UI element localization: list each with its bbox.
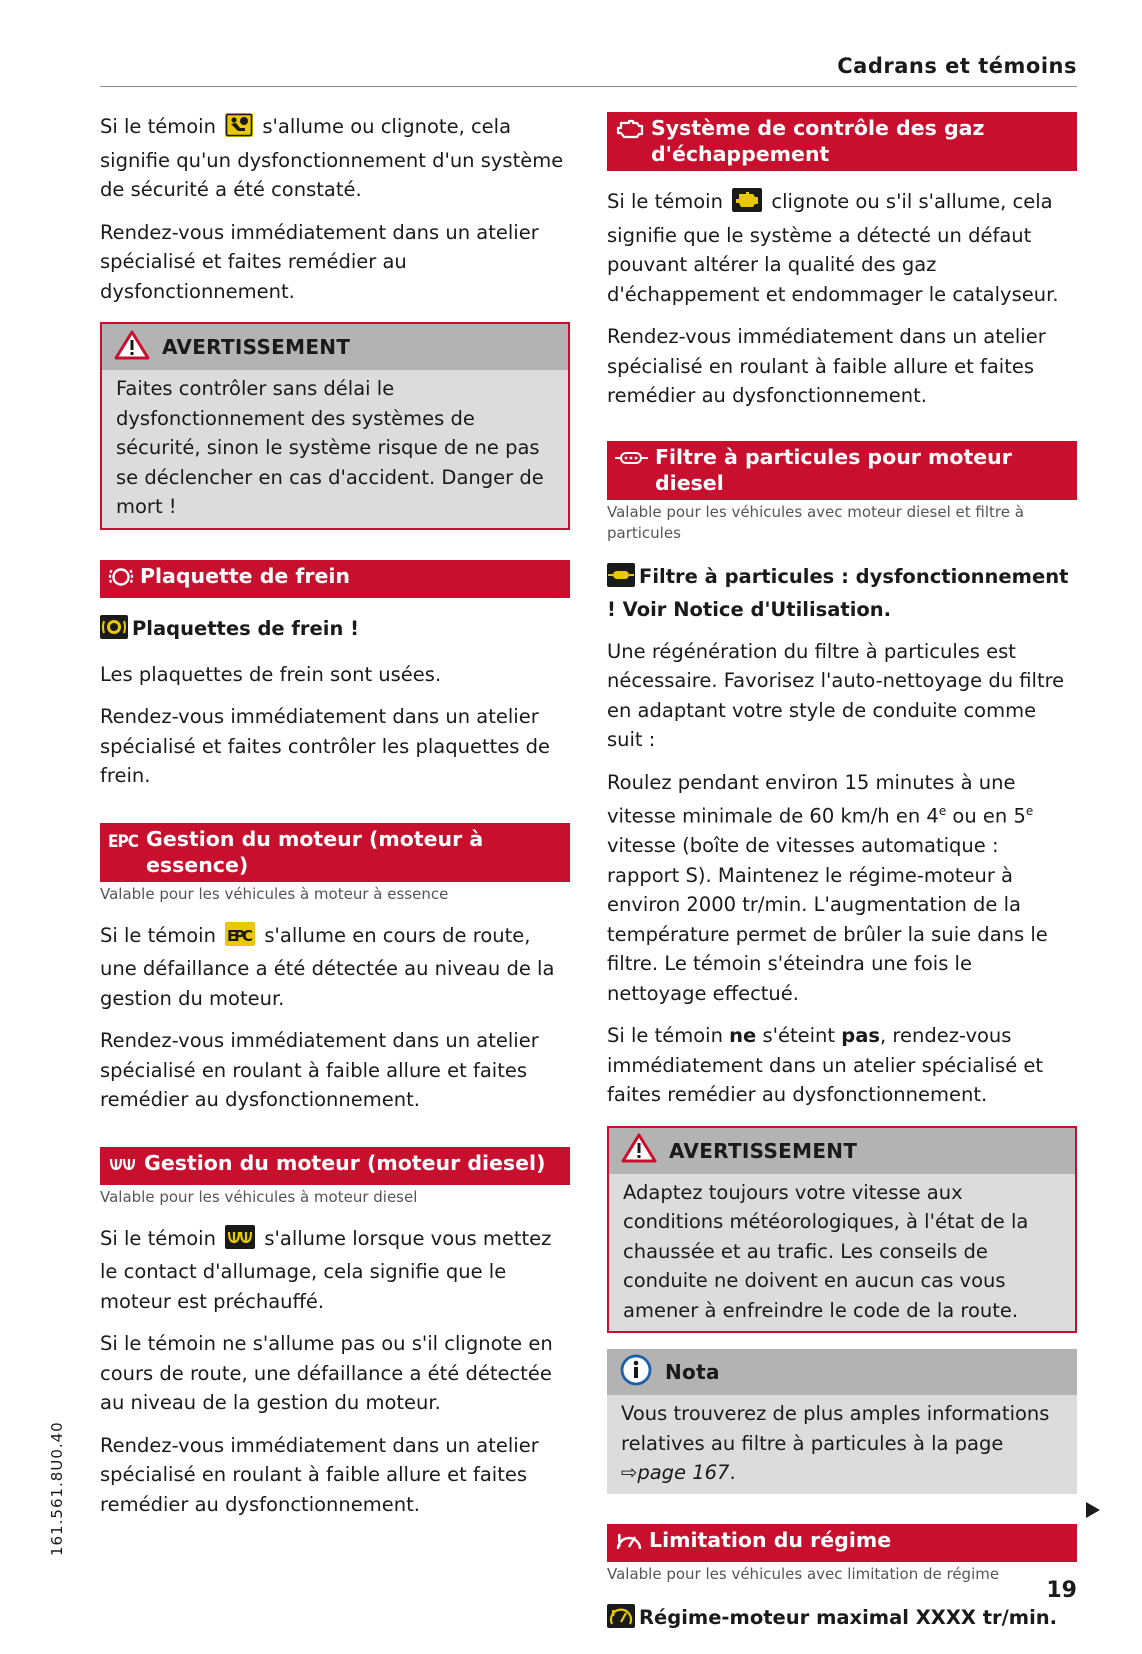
engine-warning-icon	[732, 188, 762, 221]
section-heading-brake	[100, 560, 570, 598]
section-heading-limit	[607, 1524, 1077, 1562]
svg-text:EPC: EPC	[227, 926, 254, 945]
diesel-paragraph-3: Rendez-vous immédiatement dans un atelier spécialisé en roulant à faible allure et faites remédier au dysfonctionnement.	[100, 1433, 539, 1516]
epc-heading-text: Gestion du moteur (moteur à essence)	[146, 826, 484, 877]
section-heading-epc	[100, 823, 570, 882]
document-code: 161.561.8U0.40	[48, 1421, 66, 1556]
page-reference-link[interactable]: ⇨page 167	[621, 1461, 730, 1484]
dpf-heading-text: Filtre à particules pour moteur diesel	[655, 444, 1012, 495]
epc-paragraph-1: Si le témoin EPC s'allume en cours de route, une défaillance a été détectée au niveau de la gestion du moteur.	[100, 923, 555, 1010]
brake-paragraph-1: Les plaquettes de frein sont usées.	[100, 662, 442, 686]
warning-text: Adaptez toujours votre vitesse aux conditions météorologiques, à l'état de la chaussée et au trafic. Les conseils de conduite ne doivent en aucun cas vous amener à enfreindre le code de la route.	[623, 1180, 1029, 1322]
limit-subheading: Régime-moteur maximal XXXX tr/min.	[607, 1603, 1077, 1636]
warning-box-driving	[607, 1126, 1077, 1334]
warning-box-header	[609, 1128, 1075, 1174]
warning-title: AVERTISSEMENT	[162, 335, 351, 359]
particle-filter-icon	[615, 447, 649, 475]
brake-subheading: Plaquettes de frein !	[100, 614, 570, 647]
right-column	[607, 112, 1077, 1649]
dpf-validity: Valable pour les véhicules avec moteur diesel et filtre à particules	[607, 502, 1024, 542]
rev-limit-warning-icon	[607, 1604, 635, 1636]
exhaust-paragraph-1: Si le témoin clignote ou s'il s'allume, cela signifie que le système a détecté un défaut pouvant altérer la qualité des gaz d'échappement et endommager le catalyseur.	[607, 190, 1059, 306]
page-section-title: Cadrans et témoins	[837, 54, 1077, 78]
section-heading-diesel	[100, 1147, 570, 1185]
safety-paragraph-1: Si le témoin s'allume ou clignote, cela signifie qu'un dysfonctionnement d'un système de sécurité a été constaté.	[100, 115, 564, 201]
warning-triangle-icon	[114, 330, 150, 365]
note-text: Vous trouverez de plus amples informations relatives au filtre à particules à la page ⇨page 167.	[621, 1402, 1050, 1484]
section-heading-dpf	[607, 441, 1077, 500]
engine-icon	[615, 118, 645, 146]
diesel-paragraph-1: Si le témoin s'allume lorsque vous mettez le contact d'allumage, cela signifie que le moteur est préchauffé.	[100, 1226, 552, 1313]
left-column	[100, 112, 570, 1532]
note-box-header	[607, 1349, 1077, 1395]
header-divider	[100, 86, 1077, 87]
epc-icon	[108, 829, 140, 857]
dpf-subheading: Filtre à particules : dysfonctionnement ! Voir Notice d'Utilisation.	[607, 564, 1069, 621]
brake-heading-text: Plaquette de frein	[140, 563, 350, 588]
airbag-warning-icon	[225, 113, 253, 146]
continue-arrow-icon	[1086, 1502, 1100, 1518]
epc-warning-icon	[225, 922, 255, 955]
note-box	[607, 1349, 1077, 1494]
limit-heading-text: Limitation du régime	[649, 1527, 892, 1552]
note-title: Nota	[665, 1360, 720, 1384]
glow-plug-icon	[108, 1153, 138, 1181]
epc-paragraph-2: Rendez-vous immédiatement dans un atelier spécialisé en roulant à faible allure et faites remédier au dysfonctionnement.	[100, 1029, 539, 1111]
diesel-validity: Valable pour les véhicules à moteur diesel	[100, 1187, 418, 1206]
particle-filter-warning-icon	[607, 563, 635, 595]
exhaust-heading-text: Système de contrôle des gaz d'échappement	[651, 116, 985, 166]
warning-triangle-icon	[621, 1133, 657, 1168]
diesel-heading-text: Gestion du moteur (moteur diesel)	[144, 1150, 546, 1175]
section-heading-exhaust	[607, 112, 1077, 171]
page-number: 19	[1046, 1578, 1077, 1603]
dpf-paragraph-1: Une régénération du filtre à particules est nécessaire. Favorisez l'auto-nettoyage du filtre en adaptant votre style de conduite comme suit :	[607, 639, 1065, 751]
info-icon	[619, 1354, 653, 1391]
safety-paragraph-2: Rendez-vous immédiatement dans un atelier spécialisé et faites remédier au dysfonctionnement.	[100, 220, 539, 303]
epc-validity: Valable pour les véhicules à moteur à essence	[100, 884, 449, 903]
exhaust-paragraph-2: Rendez-vous immédiatement dans un atelier spécialisé en roulant à faible allure et faites remédier au dysfonctionnement.	[607, 325, 1046, 407]
warning-box-safety	[100, 322, 570, 530]
limit-validity: Valable pour les véhicules avec limitation de régime	[607, 1564, 1000, 1583]
brake-pad-warning-icon	[100, 615, 128, 647]
dpf-paragraph-3: Si le témoin ne s'éteint pas, rendez-vous immédiatement dans un atelier spécialisé et faites remédier au dysfonctionnement.	[607, 1024, 1044, 1106]
glow-plug-warning-icon	[225, 1225, 255, 1258]
warning-title: AVERTISSEMENT	[669, 1138, 858, 1163]
diesel-paragraph-2: Si le témoin ne s'allume pas ou s'il clignote en cours de route, une défaillance a été détectée au niveau de la gestion du moteur.	[100, 1332, 553, 1414]
brake-paragraph-2: Rendez-vous immédiatement dans un atelier spécialisé et faites contrôler les plaquettes de frein.	[100, 705, 550, 787]
brake-pad-icon	[108, 566, 134, 594]
rev-limit-icon	[615, 1530, 643, 1558]
svg-text:EPC: EPC	[108, 831, 139, 851]
warning-box-header	[102, 324, 568, 370]
dpf-paragraph-2: Roulez pendant environ 15 minutes à une vitesse minimale de 60 km/h en 4e ou en 5e vitesse (boîte de vitesses automatique : rapport S). Maintenez le régime-moteur à environ 2000 tr/min. L'augmentation de la température permet de brûler la suie dans le filtre. Le témoin s'éteindra une fois le nettoyage effectué.	[607, 770, 1048, 1005]
warning-text: Faites contrôler sans délai le dysfonctionnement des systèmes de sécurité, sinon le système risque de ne pas se déclencher en cas d'accident. Danger de mort !	[116, 377, 544, 518]
